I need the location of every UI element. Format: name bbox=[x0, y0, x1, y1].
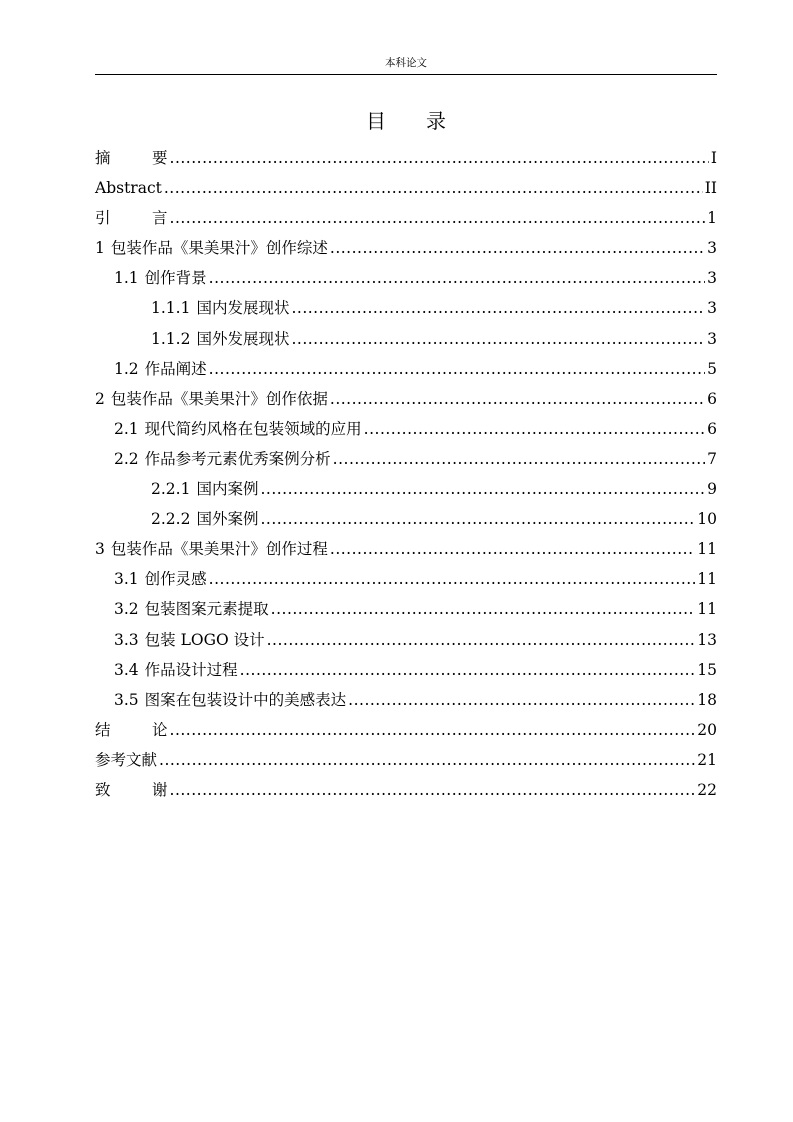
toc-entry-label: 参考文献 bbox=[95, 750, 158, 769]
toc-entry-page: 11 bbox=[697, 540, 717, 559]
toc-entry-abstract-en[interactable] bbox=[95, 173, 717, 203]
toc-entry-label: 图案在包装设计中的美感表达 bbox=[144, 690, 347, 709]
toc-entry-number: 3.1 bbox=[114, 570, 139, 589]
toc-entry-label: 现代简约风格在包装领域的应用 bbox=[144, 419, 362, 438]
toc-entry-label: 包装作品《果美果汁》创作综述 bbox=[110, 239, 328, 258]
toc-entry-label: 包装 LOGO 设计 bbox=[144, 630, 265, 649]
toc-entry-number: 3.4 bbox=[114, 660, 139, 679]
toc-entry-label: 作品阐述 bbox=[144, 359, 207, 378]
toc-entry-label: 摘 要 bbox=[95, 149, 168, 167]
toc-entry-number: 2.1 bbox=[114, 419, 139, 438]
dot-leader bbox=[209, 354, 705, 384]
toc-entry-conclusion[interactable] bbox=[95, 715, 717, 745]
toc-entry-page: 18 bbox=[697, 690, 717, 709]
dot-leader bbox=[291, 324, 705, 354]
toc-entry-page: 11 bbox=[697, 570, 717, 589]
toc-entry-abstract-cn[interactable] bbox=[95, 143, 717, 173]
header-text: 本科论文 bbox=[385, 57, 427, 69]
toc-entry-page: II bbox=[704, 179, 717, 198]
toc-entry-page: 21 bbox=[697, 750, 717, 769]
toc-entry-2-2-1[interactable] bbox=[95, 474, 717, 504]
toc-entry-1-1-1[interactable] bbox=[95, 293, 717, 323]
dot-leader bbox=[333, 444, 705, 474]
dot-leader bbox=[364, 414, 705, 444]
toc-entry-1-1-2[interactable] bbox=[95, 324, 717, 354]
toc-entry-label: 引 言 bbox=[95, 209, 168, 228]
toc-entry-number: 2 bbox=[95, 389, 105, 408]
toc-entry-label: 作品参考元素优秀案例分析 bbox=[144, 449, 331, 468]
toc-entry-page: 6 bbox=[707, 389, 717, 408]
toc-entry-1-2[interactable] bbox=[95, 354, 717, 384]
dot-leader bbox=[260, 474, 705, 504]
toc-entry-label: 作品设计过程 bbox=[144, 660, 238, 679]
toc-entry-page: I bbox=[710, 149, 717, 167]
toc-entry-number: 3.2 bbox=[114, 600, 139, 619]
toc-entry-3-4[interactable] bbox=[95, 655, 717, 685]
toc-entry-1[interactable] bbox=[95, 233, 717, 263]
toc-entry-label: Abstract bbox=[95, 179, 162, 198]
dot-leader bbox=[170, 775, 696, 805]
toc-entry-label: 结 论 bbox=[95, 720, 168, 739]
dot-leader bbox=[209, 564, 696, 594]
toc-entry-2-2-2[interactable] bbox=[95, 504, 717, 534]
dot-leader bbox=[170, 203, 706, 233]
toc-entry-number: 1.1.2 bbox=[151, 329, 191, 348]
dot-leader bbox=[209, 263, 705, 293]
toc-entry-page: 10 bbox=[697, 510, 717, 529]
dot-leader bbox=[260, 504, 695, 534]
dot-leader bbox=[164, 173, 703, 203]
toc-entry-2[interactable] bbox=[95, 384, 717, 414]
dot-leader bbox=[291, 293, 705, 323]
toc-entry-label: 国内发展现状 bbox=[196, 299, 290, 318]
toc-entry-3-3[interactable] bbox=[95, 625, 717, 655]
toc-entry-page: 3 bbox=[707, 269, 717, 288]
dot-leader bbox=[330, 233, 705, 263]
dot-leader bbox=[170, 715, 696, 745]
toc-entry-page: 20 bbox=[697, 720, 717, 739]
toc-title-char-1: 目 bbox=[366, 109, 386, 133]
dot-leader bbox=[170, 143, 709, 173]
toc-entry-3[interactable] bbox=[95, 534, 717, 564]
toc-entry-label: 创作背景 bbox=[144, 269, 207, 288]
toc-entry-references[interactable] bbox=[95, 745, 717, 775]
toc-entry-2-2[interactable] bbox=[95, 444, 717, 474]
toc-entry-label: 包装图案元素提取 bbox=[144, 600, 269, 619]
toc-entry-acknowledgements[interactable] bbox=[95, 775, 717, 805]
toc-title-char-2: 录 bbox=[426, 109, 446, 133]
page-header bbox=[95, 57, 717, 75]
toc-entry-3-2[interactable] bbox=[95, 594, 717, 624]
toc-entry-number: 1.1 bbox=[114, 269, 139, 288]
dot-leader bbox=[159, 745, 695, 775]
toc-entry-number: 1.1.1 bbox=[151, 299, 191, 318]
toc-entry-page: 7 bbox=[707, 449, 717, 468]
dot-leader bbox=[348, 685, 695, 715]
toc-entry-number: 1 bbox=[95, 239, 105, 258]
toc-entry-number: 3.3 bbox=[114, 630, 139, 649]
toc-entry-label: 国外发展现状 bbox=[196, 329, 290, 348]
toc-entry-number: 1.2 bbox=[114, 359, 139, 378]
toc-entry-introduction[interactable] bbox=[95, 203, 717, 233]
dot-leader bbox=[330, 384, 705, 414]
toc-entry-page: 3 bbox=[707, 329, 717, 348]
toc-entry-3-5[interactable] bbox=[95, 685, 717, 715]
toc-title bbox=[95, 108, 717, 134]
toc-entry-page: 3 bbox=[707, 239, 717, 258]
toc-entry-number: 2.2 bbox=[114, 449, 139, 468]
toc-entry-page: 13 bbox=[697, 630, 717, 649]
toc-entry-3-1[interactable] bbox=[95, 564, 717, 594]
toc-entry-page: 3 bbox=[707, 299, 717, 318]
dot-leader bbox=[240, 655, 696, 685]
toc-entry-page: 15 bbox=[697, 660, 717, 679]
toc-entry-page: 6 bbox=[707, 419, 717, 438]
toc-entry-page: 11 bbox=[697, 600, 717, 619]
toc-entry-label: 包装作品《果美果汁》创作过程 bbox=[110, 540, 328, 559]
toc-entry-label: 致 谢 bbox=[95, 780, 168, 799]
toc-entry-label: 国外案例 bbox=[196, 510, 259, 529]
toc-entry-page: 9 bbox=[707, 480, 717, 499]
toc-entry-page: 5 bbox=[707, 359, 717, 378]
toc-entry-2-1[interactable] bbox=[95, 414, 717, 444]
dot-leader bbox=[271, 594, 696, 624]
table-of-contents bbox=[95, 143, 717, 805]
toc-entry-number: 3 bbox=[95, 540, 105, 559]
toc-entry-number: 2.2.2 bbox=[151, 510, 191, 529]
toc-entry-number: 3.5 bbox=[114, 690, 139, 709]
toc-entry-page: 22 bbox=[697, 780, 717, 799]
toc-entry-label: 创作灵感 bbox=[144, 570, 207, 589]
dot-leader bbox=[330, 534, 695, 564]
toc-entry-page: 1 bbox=[707, 209, 717, 228]
dot-leader bbox=[267, 625, 696, 655]
toc-entry-label: 包装作品《果美果汁》创作依据 bbox=[110, 389, 328, 408]
toc-entry-label: 国内案例 bbox=[196, 480, 259, 499]
toc-entry-1-1[interactable] bbox=[95, 263, 717, 293]
toc-entry-number: 2.2.1 bbox=[151, 480, 191, 499]
